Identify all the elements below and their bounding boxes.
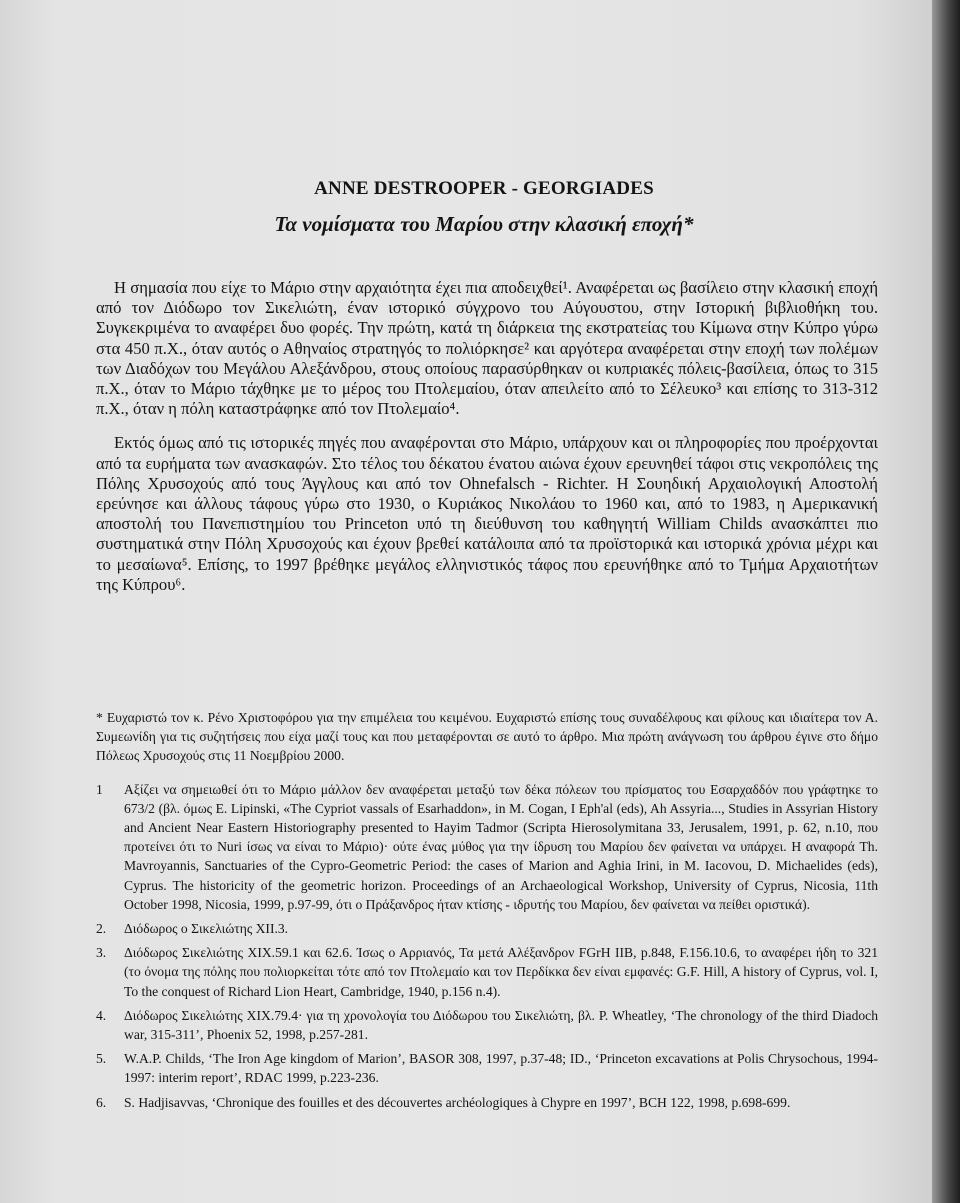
- footnote: [96, 1049, 878, 1087]
- footnote-text: Διόδωρος ο Σικελιώτης XII.3.: [124, 921, 289, 937]
- footnote: [96, 1093, 878, 1112]
- footnote-text: Διόδωρος Σικελιώτης XIX.79.4· για τη χρονολογία του Διόδωρου του Σικελιώτη, βλ. P. Wheatley, ‘The chronology of the third Diadoch war, 315-311’, Phoenix 52, 1998, p.257-281.: [124, 1007, 878, 1043]
- footnote: [96, 919, 878, 938]
- main-text: [96, 278, 878, 595]
- article-title: Τα νομίσματα του Μαρίου στην κλασική εποχή*: [274, 212, 694, 236]
- footnote-number: 1: [96, 781, 103, 797]
- footnote: [96, 943, 878, 1001]
- footnote-text: Αξίζει να σημειωθεί ότι το Μάριο μάλλον δεν αναφέρεται μεταξύ των δέκα πόλεων του πρίσματος του Εσαρχαδδόν που γράφτηκε το 673/2 (βλ. όμως E. Lipinski, «The Cypriot vassals of Esarhaddon», in M. Cogan, I Eph'al (eds), Ah Assyria..., Studies in Assyrian History and Ancient Near Eastern Historiography presented to Hayim Tadmor (Scripta Hierosolymitana 33, Jerusalem, 1991, p. 62, n.10, που προτείνει ότι το Nuri ίσως να είναι το Μάριο)· ούτε ένας μύθος για την ίδρυση του Μαρίου δεν φαίνεται να υπάρχει. Η αναφορά Th. Mavroyannis, Sanctuaries of the Cypro-Geometric Period: the cases of Marion and Aghia Irini, in M. Iacovou, D. Michaelides (eds), Cyprus. The historicity of the geometric horizon. Proceedings of an Archaeological Workshop, University of Cyprus, Nicosia, 11th October 1998, Nicosia, 1999, p.97-99, ότι ο Πράξανδρος ήταν κτίσης - ιδρυτής του Μαρίου, δεν φαίνεται να πείθει οριστικά).: [124, 781, 878, 912]
- footnote-number: 2.: [96, 921, 107, 937]
- paragraph: Εκτός όμως από τις ιστορικές πηγές που αναφέρονται στο Μάριο, υπάρχουν και οι πληροφορίες που προέρχονται από τα ευρήματα των ανασκαφών. Στο τέλος του δέκατου ένατου αιώνα έχουν ερευνηθεί τάφοι στις νεκροπόλεις της Πόλης Χρυσοχούς από τους Άγγλους και από τον Ohnefalsch - Richter. Η Σουηδική Αρχαιολογική Αποστολή ερεύνησε και άλλους τάφους γύρω στο 1930, ο Κυριάκος Νικολάου το 1960 και, από το 1983, η Αμερικανική αποστολή του Πανεπιστημίου του Princeton υπό τη διεύθυνση του καθηγητή William Childs ανασκάπτει πιο συστηματικά στην Πόλη Χρυσοχούς και έχουν βρεθεί κατάλοιπα από τα προϊστορικά και ιστορικά χρόνια μέχρι και το μεσαίωνα⁵. Επίσης, το 1997 βρέθηκε μεγάλος ελληνιστικός τάφος που ερευνήθηκε από το Τμήμα Αρχαιοτήτων της Κύπρου⁶.: [96, 433, 878, 594]
- footnote-text: W.A.P. Childs, ‘The Iron Age kingdom of Marion’, BASOR 308, 1997, p.37-48; ID., ‘Princeton excavations at Polis Chrysochous, 1994-1997: interim report’, RDAC 1999, p.223-236.: [124, 1051, 878, 1086]
- book-spine-shadow: [932, 0, 960, 1203]
- acknowledgement-note: * Ευχαριστώ τον κ. Ρένο Χριστοφόρου για την επιμέλεια του κειμένου. Ευχαριστώ επίσης τους συναδέλφους και φίλους και ιδιαίτερα τον Α. Συμεωνίδη για τις συζητήσεις που είχα μαζί τους και που μεταφέρονται σε αυτό το άρθρο. Μια πρώτη ανάγνωση του άρθρου έγινε στο δήμο Πόλεως Χρυσοχούς στις 11 Νοεμβρίου 2000.: [96, 710, 878, 764]
- footnote-text: S. Hadjisavvas, ‘Chronique des fouilles et des découvertes archéologiques à Chypre en 1997’, BCH 122, 1998, p.698-699.: [124, 1094, 791, 1110]
- author-name: ANNE DESTROOPER - GEORGIADES: [314, 178, 654, 199]
- paragraph: Η σημασία που είχε το Μάριο στην αρχαιότητα έχει πια αποδειχθεί¹. Αναφέρεται ως βασίλειο στην κλασική εποχή από τον Διόδωρο τον Σικελιώτη, έναν ιστορικό σύγχρονο του Αύγουστου, στην Ιστορική βιβλιοθήκη του. Συγκεκριμένα το αναφέρει δυο φορές. Την πρώτη, κατά τη διάρκεια της εκστρατείας του Κίμωνα στην Κύπρο γύρω στα 450 π.Χ., όταν αυτός ο Αθηναίος στρατηγός το πολιόρκησε² και αργότερα αναφέρεται στην εποχή των πολέμων των Διαδόχων του Μεγάλου Αλεξάνδρου, στους οποίους παρασύρθηκαν οι κυπριακές πόλεις-βασίλεια, όπως το 315 π.Χ., όταν το Μάριο τάχθηκε με το μέρος του Πτολεμαίου, όταν απειλείτο από το Σέλευκο³ και επίσης το 313-312 π.Χ., όταν η πόλη καταστράφηκε από τον Πτολεμαίο⁴.: [96, 278, 878, 419]
- footnote-text: Διόδωρος Σικελιώτης XIX.59.1 και 62.6. Ίσως ο Αρριανός, Τα μετά Αλέξανδρον FGrH IIB, p.848, F.156.10.6, το αναφέρει ήδη το 321 (το όνομα της πόλης που πολιορκείται τότε από τον Πτολεμαίο και τον Περδίκκα δεν είναι εμφανές: G.F. Hill, A history of Cyprus, vol. I, To the conquest of Richard Lion Heart, Cambridge, 1940, p.156 n.4).: [124, 945, 878, 999]
- footnotes: [96, 708, 878, 1117]
- footnote-number: 6.: [96, 1094, 107, 1110]
- footnote: [96, 1006, 878, 1044]
- footnote-number: 4.: [96, 1007, 107, 1023]
- article-header: [96, 178, 872, 237]
- footnote-number: 3.: [96, 945, 107, 961]
- footnote: [96, 780, 878, 914]
- footnote-number: 5.: [96, 1051, 107, 1067]
